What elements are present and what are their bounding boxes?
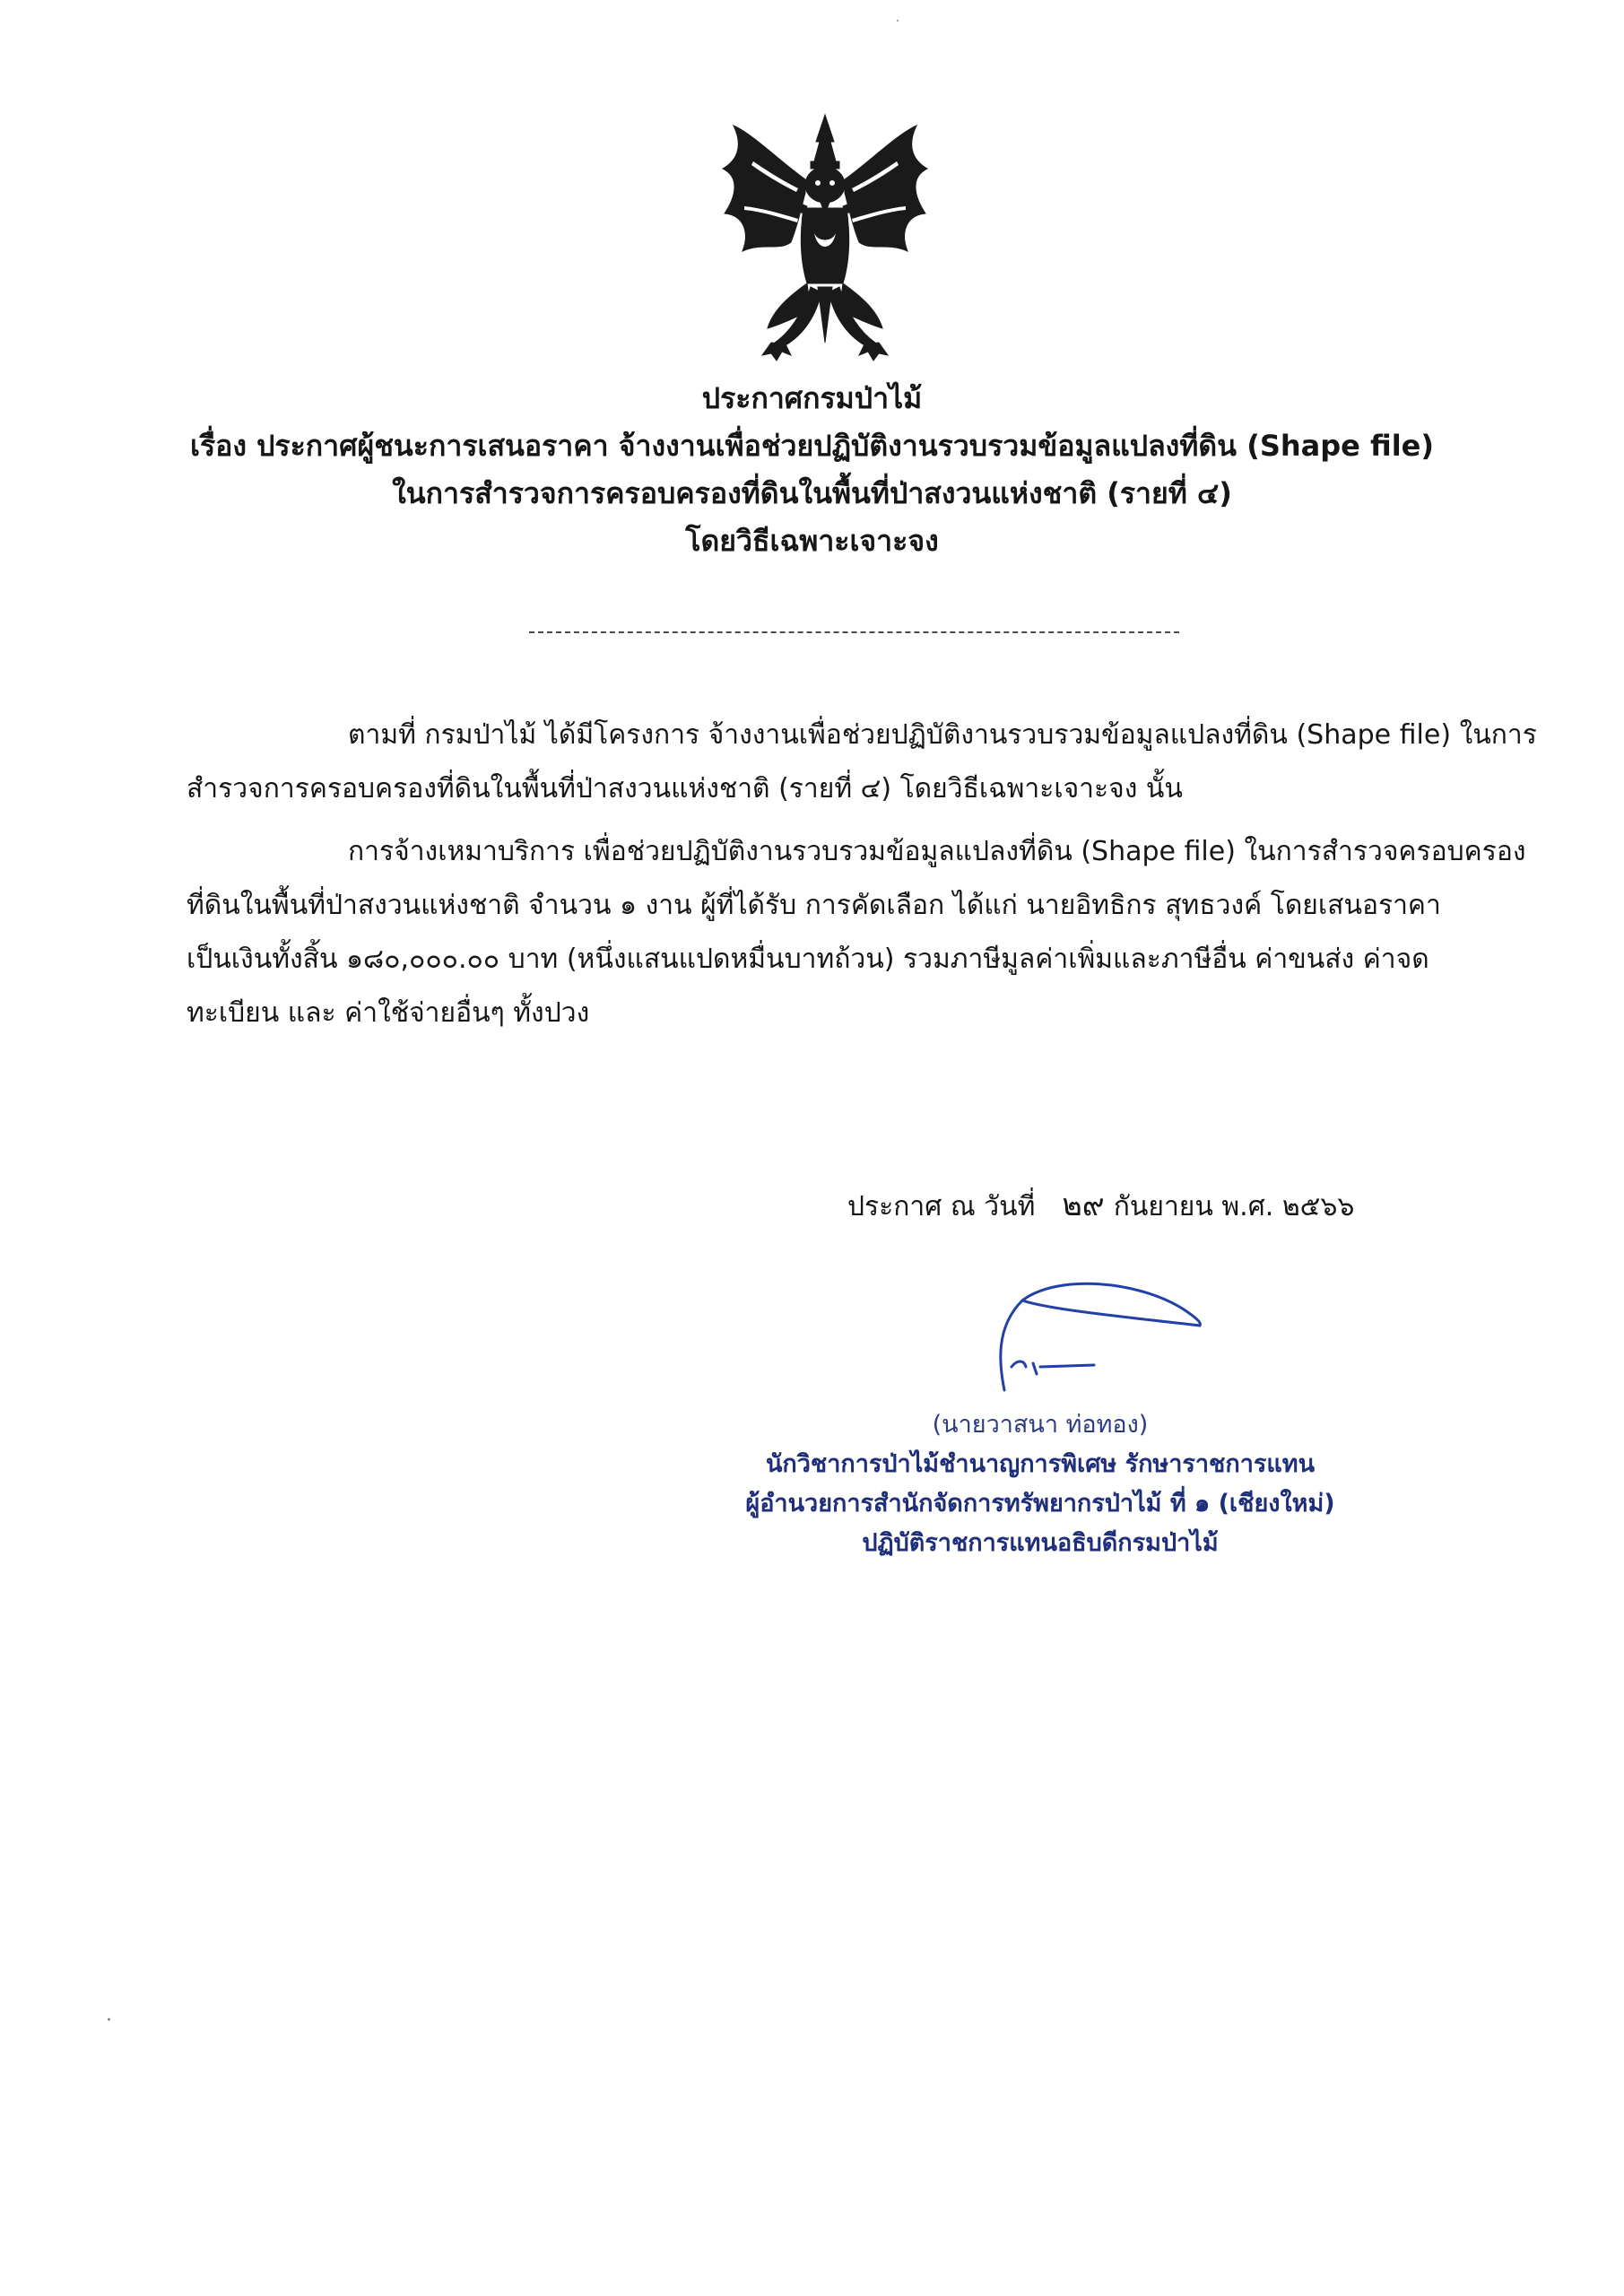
signer-position: นักวิชาการป่าไม้ชำนาญการพิเศษ รักษาราชการแทน bbox=[765, 1450, 1316, 1478]
announcement-title-block bbox=[0, 375, 1624, 565]
signer-block bbox=[682, 1405, 1399, 1563]
announcement-date bbox=[847, 1180, 1354, 1229]
paragraph-line: ที่ดินในพื้นที่ป่าสงวนแห่งชาติ จำนวน ๑ งาน ผู้ที่ได้รับ การคัดเลือก ได้แก่ นายอิทธิกร สุทธวงค์ โดยเสนอราคา bbox=[187, 890, 1441, 921]
subject-method: โดยวิธีเฉพาะเจาะจง bbox=[685, 524, 939, 558]
paragraph-award bbox=[187, 825, 1532, 1040]
date-prefix: ประกาศ ณ วันที่ bbox=[847, 1191, 1036, 1222]
date-month-year: กันยายน พ.ศ. ๒๕๖๖ bbox=[1113, 1191, 1355, 1222]
paragraph-line: สำรวจการครอบครองที่ดินในพื้นที่ป่าสงวนแห่งชาติ (รายที่ ๔) โดยวิธีเฉพาะเจาะจง นั้น bbox=[187, 773, 1183, 804]
scan-speck bbox=[108, 2018, 110, 2021]
paragraph-line: ทะเบียน และ ค่าใช้จ่ายอื่นๆ ทั้งปวง bbox=[187, 997, 590, 1029]
signer-position: ผู้อำนวยการสำนักจัดการทรัพยากรป่าไม้ ที่ ๑ (เชียงใหม่) bbox=[745, 1490, 1335, 1518]
signer-position: ปฏิบัติราชการแทนอธิบดีกรมป่าไม้ bbox=[862, 1529, 1219, 1557]
signer-name: (นายวาสนา ท่อทอง) bbox=[932, 1411, 1149, 1439]
scan-speck bbox=[897, 20, 899, 22]
date-day: ๒๙ bbox=[1062, 1187, 1105, 1223]
paragraph-line: เป็นเงินทั้งสิ้น ๑๘๐,๐๐๐.๐๐ บาท (หนึ่งแสนแปดหมื่นบาทถ้วน) รวมภาษีมูลค่าเพิ่มและภาษีอื่น ค่าขนส่ง ค่าจด bbox=[187, 944, 1429, 975]
subject-line: เรื่อง ประกาศผู้ชนะการเสนอราคา จ้างงานเพื่อช่วยปฏิบัติงานรวบรวมข้อมูลแปลงที่ดิน (Shape file) bbox=[190, 429, 1434, 463]
handwritten-signature bbox=[986, 1274, 1211, 1399]
paragraph-line: ตามที่ กรมป่าไม้ ได้มีโครงการ จ้างงานเพื่อช่วยปฏิบัติงานรวบรวมข้อมูลแปลงที่ดิน (Shape file) ในการ bbox=[348, 719, 1537, 751]
department-heading: ประกาศกรมป่าไม้ bbox=[701, 381, 923, 415]
paragraph-background bbox=[187, 709, 1537, 816]
paragraph-line: การจ้างเหมาบริการ เพื่อช่วยปฏิบัติงานรวบรวมข้อมูลแปลงที่ดิน (Shape file) ในการสำรวจครอบครอง bbox=[348, 836, 1526, 867]
subject-line-2: ในการสำรวจการครอบครองที่ดินในพื้นที่ป่าสงวนแห่งชาติ (รายที่ ๔) bbox=[392, 476, 1232, 510]
title-divider bbox=[529, 631, 1179, 633]
garuda-emblem-icon bbox=[717, 108, 933, 363]
